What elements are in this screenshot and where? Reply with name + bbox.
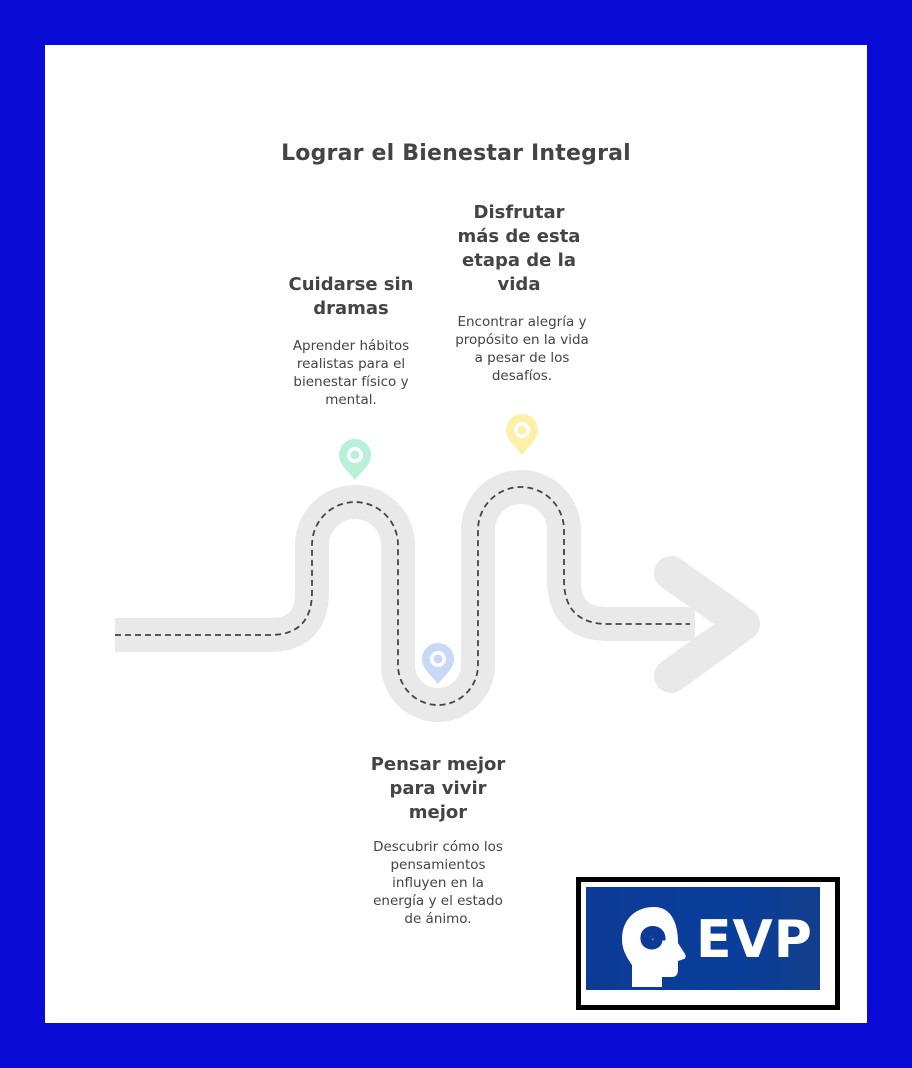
location-pin-icon [422, 643, 454, 684]
stop-3-title [441, 201, 597, 297]
stop-3-title-line: vida [497, 274, 541, 295]
stop-2-title-line: Pensar mejor [370, 754, 506, 775]
stop-2-title [352, 753, 524, 825]
stop-3-title-line: Disfrutar [473, 202, 565, 223]
stop-2-description [348, 838, 528, 928]
stop-3-description [428, 313, 616, 385]
stop-3-desc-line: propósito en la vida [455, 332, 589, 348]
stop-1-desc-line: realistas para el [296, 356, 406, 372]
head-spiral-icon [618, 903, 692, 989]
logo-text: EVP [696, 910, 813, 970]
stop-2-desc-line: energía y el estado [373, 893, 503, 909]
location-pin-icon [339, 439, 371, 480]
stop-3-desc-line: a pesar de los [474, 350, 570, 366]
stop-3-desc-line: Encontrar alegría y [457, 314, 587, 330]
stop-2-title-line: para vivir [389, 778, 487, 799]
stop-1-title-line: dramas [313, 298, 389, 319]
stop-1-desc-line: Aprender hábitos [292, 338, 410, 354]
stop-1-title-line: Cuidarse sin [288, 274, 414, 295]
stop-1-desc-line: mental. [325, 392, 377, 408]
stop-1-desc-line: bienestar físico y [293, 374, 409, 390]
stop-2-desc-line: influyen en la [392, 875, 484, 891]
stop-1-title [270, 273, 432, 321]
stop-2-desc-line: Descubrir cómo los [373, 839, 503, 855]
stop-2-desc-line: de ánimo. [404, 911, 472, 927]
stop-3-title-line: más de esta [457, 226, 581, 247]
stop-2-desc-line: pensamientos [390, 857, 486, 873]
logo-blue-panel [586, 887, 820, 990]
road [115, 487, 695, 705]
evp-logo [576, 877, 840, 1010]
diagram-title: Lograr el Bienestar Integral [281, 141, 631, 166]
stop-1-description [262, 337, 440, 409]
location-pin-icon [506, 414, 538, 455]
stop-3-title-line: etapa de la [462, 250, 576, 271]
stop-3-desc-line: desafíos. [491, 368, 553, 384]
stop-2-title-line: mejor [408, 802, 468, 823]
